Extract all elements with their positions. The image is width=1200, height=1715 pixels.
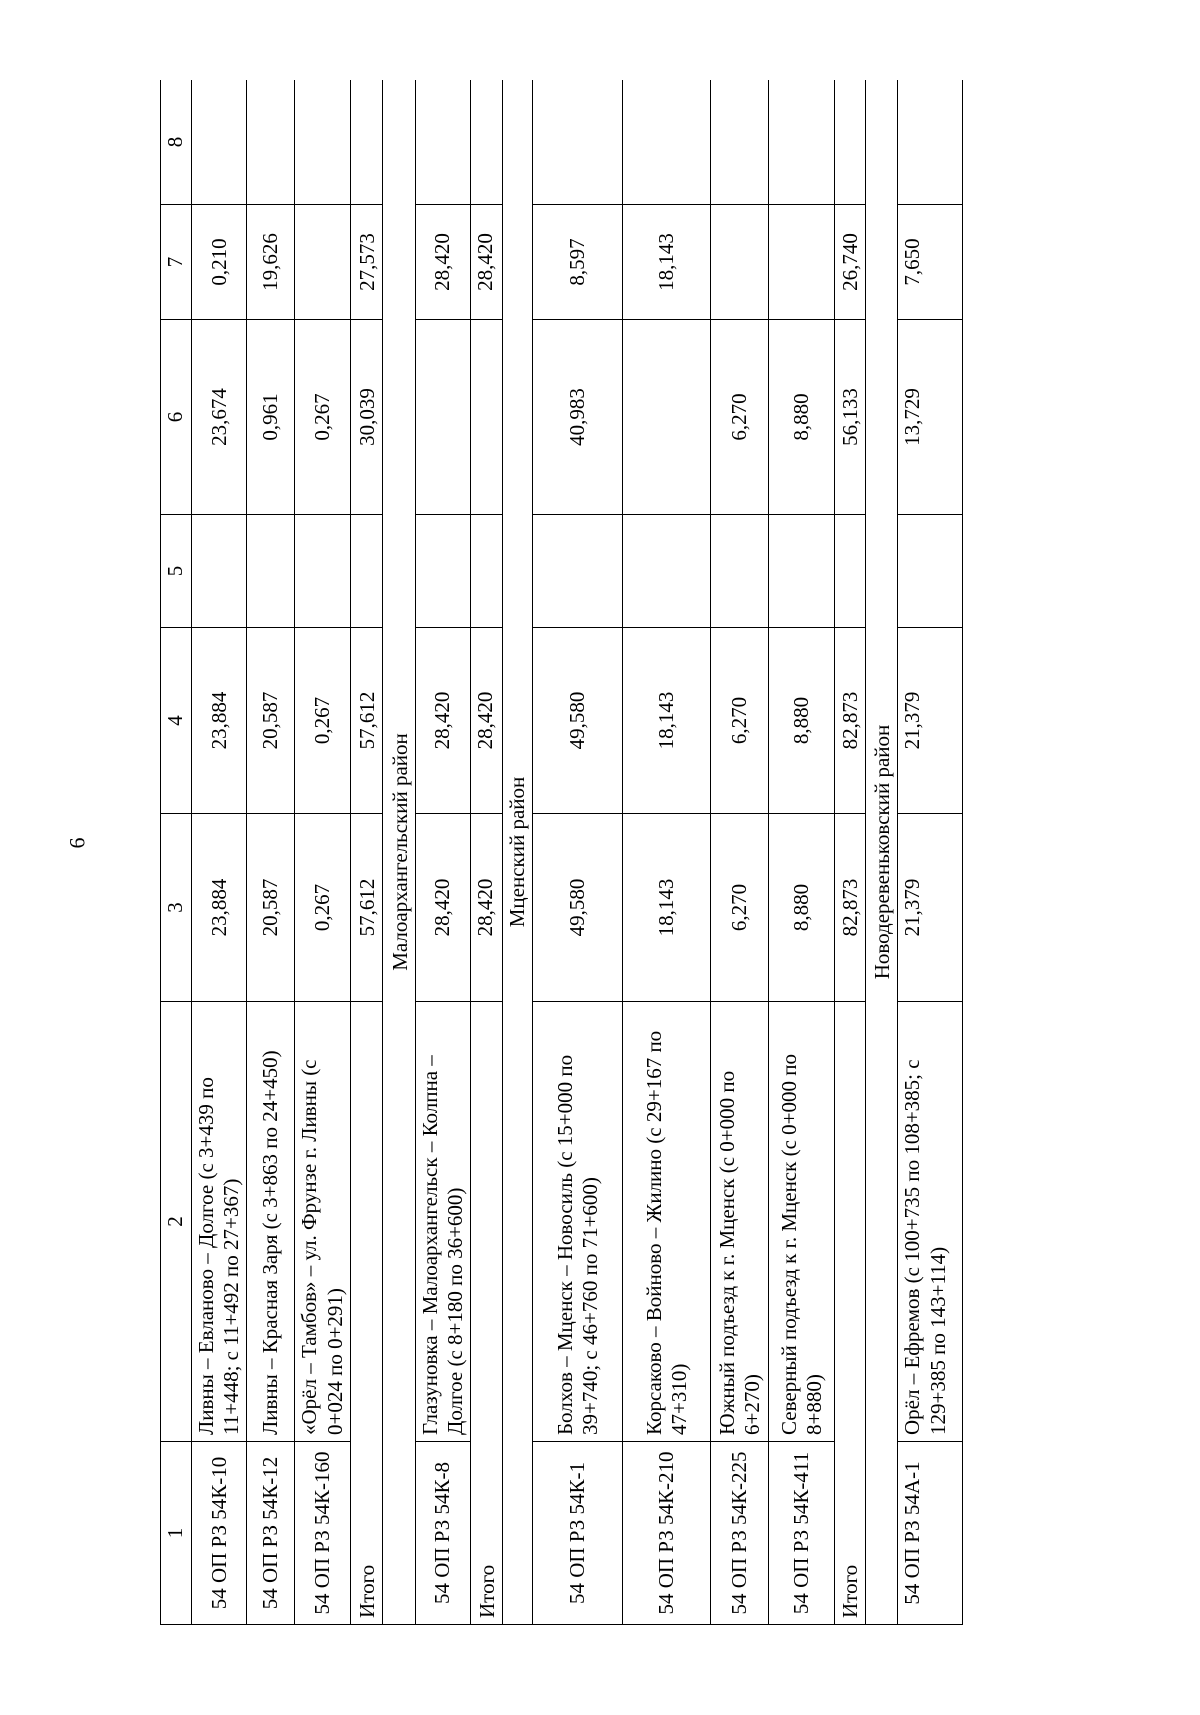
road-name: Орёл – Ефремов (с 100+735 по 108+385; с 129+385 по 143+114) [898,1002,963,1442]
cell-col7: 28,420 [415,205,470,320]
cell-col3: 82,873 [835,814,866,1002]
cell-col3: 49,580 [533,814,623,1002]
cell-col8 [295,80,350,205]
cell-col8 [471,80,503,205]
cell-col4: 28,420 [415,628,470,814]
road-name: Корсаково – Войново – Жилино (с 29+167 по 47+310) [623,1002,711,1442]
cell-col3: 23,884 [192,814,247,1002]
cell-col4: 8,880 [769,628,835,814]
section-title: Мценский район [503,80,533,1625]
cell-col6 [415,320,470,515]
cell-col3: 18,143 [623,814,711,1002]
cell-col4: 20,587 [247,628,295,814]
cell-col7 [769,205,835,320]
cell-col7 [295,205,350,320]
column-header: 7 [161,205,192,320]
cell-col3: 20,587 [247,814,295,1002]
cell-col5 [835,515,866,628]
table-row [295,80,350,1625]
cell-col4: 18,143 [623,628,711,814]
road-name: Ливны – Красная Заря (с 3+863 по 24+450) [247,1002,295,1442]
cell-col4: 0,267 [295,628,350,814]
total-label: Итого [471,1002,503,1625]
cell-col6: 30,039 [350,320,382,515]
section-title: Новодеревеньковский район [866,80,898,1625]
cell-col4: 28,420 [471,628,503,814]
total-label: Итого [350,1002,382,1625]
cell-col8 [769,80,835,205]
cell-col8 [192,80,247,205]
cell-col4: 57,612 [350,628,382,814]
cell-col8 [350,80,382,205]
road-code: 54 ОП РЗ 54К-8 [415,1442,470,1625]
cell-col7: 19,626 [247,205,295,320]
cell-col5 [192,515,247,628]
table-row [533,80,623,1625]
section-row [503,80,533,1625]
cell-col5 [247,515,295,628]
cell-col5 [898,515,963,628]
road-name: Ливны – Евланово – Долгое (с 3+439 по 11+448; с 11+492 по 27+367) [192,1002,247,1442]
cell-col3: 21,379 [898,814,963,1002]
cell-col7 [711,205,769,320]
cell-col6: 0,267 [295,320,350,515]
page-number: 6 [64,837,90,849]
road-code: 54 ОП РЗ 54А-1 [898,1442,963,1625]
table-row [769,80,835,1625]
cell-col6: 23,674 [192,320,247,515]
cell-col5 [769,515,835,628]
cell-col5 [471,515,503,628]
road-code: 54 ОП РЗ 54К-12 [247,1442,295,1625]
road-code: 54 ОП РЗ 54К-160 [295,1442,350,1625]
cell-col6: 0,961 [247,320,295,515]
column-header: 3 [161,814,192,1002]
cell-col4: 49,580 [533,628,623,814]
cell-col5 [350,515,382,628]
cell-col8 [835,80,866,205]
table-row [898,80,963,1625]
cell-col4: 23,884 [192,628,247,814]
table-row [247,80,295,1625]
cell-col8 [711,80,769,205]
column-header: 5 [161,515,192,628]
cell-col4: 6,270 [711,628,769,814]
table-row [623,80,711,1625]
road-code: 54 ОП РЗ 54К-411 [769,1442,835,1625]
column-header: 1 [161,1442,192,1625]
cell-col5 [623,515,711,628]
column-header: 2 [161,1002,192,1442]
cell-col6 [471,320,503,515]
cell-col4: 21,379 [898,628,963,814]
cell-col5 [711,515,769,628]
cell-col7: 26,740 [835,205,866,320]
road-name: «Орёл – Тамбов» – ул. Фрунзе г. Ливны (с 0+024 по 0+291) [295,1002,350,1442]
cell-col4: 82,873 [835,628,866,814]
cell-col7: 18,143 [623,205,711,320]
cell-col8 [415,80,470,205]
column-header: 8 [161,80,192,205]
table-row [711,80,769,1625]
total-row [835,80,866,1625]
cell-col6: 13,729 [898,320,963,515]
total-row [350,80,382,1625]
cell-col3: 0,267 [295,814,350,1002]
total-row [471,80,503,1625]
table-container [160,80,1040,1625]
cell-col7: 28,420 [471,205,503,320]
cell-col3: 8,880 [769,814,835,1002]
cell-col8 [533,80,623,205]
road-code: 54 ОП РЗ 54К-1 [533,1442,623,1625]
cell-col7: 0,210 [192,205,247,320]
section-row [382,80,415,1625]
section-title: Малоархангельский район [382,80,415,1625]
cell-col6: 56,133 [835,320,866,515]
cell-col6 [623,320,711,515]
cell-col7: 8,597 [533,205,623,320]
cell-col3: 57,612 [350,814,382,1002]
cell-col6: 6,270 [711,320,769,515]
cell-col7: 7,650 [898,205,963,320]
cell-col5 [295,515,350,628]
road-code: 54 ОП РЗ 54К-210 [623,1442,711,1625]
column-header: 6 [161,320,192,515]
road-code: 54 ОП РЗ 54К-225 [711,1442,769,1625]
cell-col8 [623,80,711,205]
roads-table [160,80,963,1625]
cell-col7: 27,573 [350,205,382,320]
cell-col3: 6,270 [711,814,769,1002]
rotated-table-frame [160,80,1040,1625]
road-name: Южный подъезд к г. Мценск (с 0+000 по 6+270) [711,1002,769,1442]
road-name: Северный подъезд к г. Мценск (с 0+000 по 8+880) [769,1002,835,1442]
cell-col6: 8,880 [769,320,835,515]
cell-col5 [415,515,470,628]
total-label: Итого [835,1002,866,1625]
column-number-row [161,80,192,1625]
cell-col6: 40,983 [533,320,623,515]
table-row [192,80,247,1625]
cell-col5 [533,515,623,628]
cell-col8 [898,80,963,205]
road-code: 54 ОП РЗ 54К-10 [192,1442,247,1625]
section-row [866,80,898,1625]
table-row [415,80,470,1625]
road-name: Глазуновка – Малоархангельск – Колпна – Долгое (с 8+180 по 36+600) [415,1002,470,1442]
road-name: Болхов – Мценск – Новосиль (с 15+000 по 39+740; с 46+760 по 71+600) [533,1002,623,1442]
cell-col8 [247,80,295,205]
cell-col3: 28,420 [415,814,470,1002]
column-header: 4 [161,628,192,814]
cell-col3: 28,420 [471,814,503,1002]
